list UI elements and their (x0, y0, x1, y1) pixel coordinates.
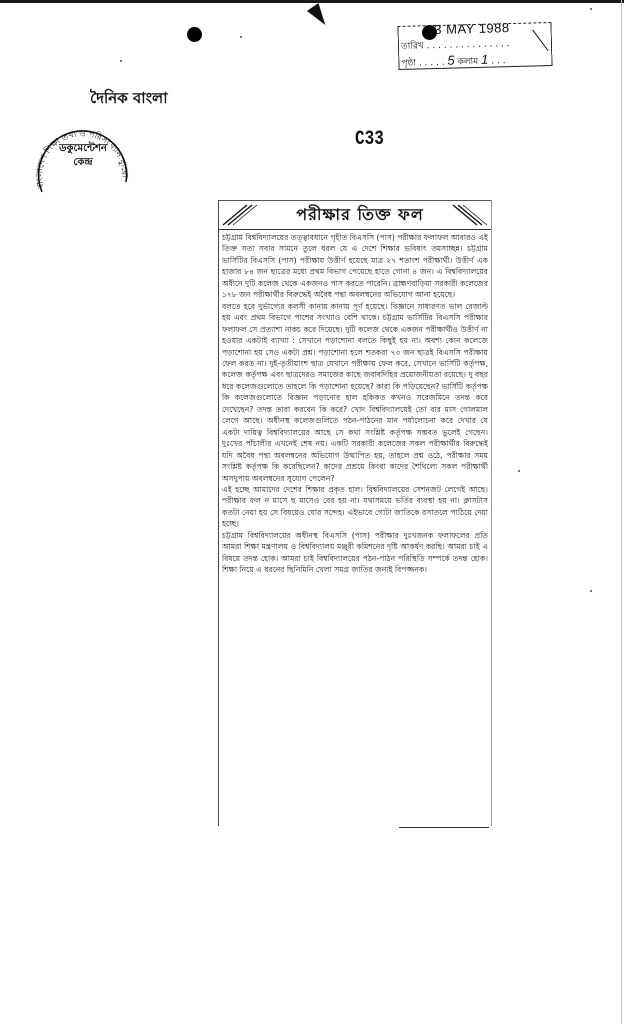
stamp-date: 13 MAY 1988 (426, 20, 510, 38)
stamp-column-label: কলাম (457, 56, 479, 68)
stamp-page-row: পৃষ্ঠা . . . . . 5 কলাম 1 . . . (401, 51, 506, 69)
stamp-date-row: তারিখ . . . . . . . . . . . . . . . (400, 39, 510, 52)
received-date-stamp (397, 22, 552, 70)
stamp-date-label: তারিখ (400, 41, 424, 52)
scan-speck (590, 590, 592, 592)
stamp-pen-stroke (532, 30, 548, 51)
scan-speck (120, 60, 122, 62)
scan-speck (518, 470, 520, 472)
article-paragraph: বলতে হবে দুর্ভাগ্যের কলসী কানায় কানায় পূর্ণ হয়েছে। বিজ্ঞানে সাধারণত ভাল রেজাল্ট হয় এবং প্রথম বিভাগে পাশের সংখ্যাও বেশি থাকে। চট্টগ্রাম ভার্সিটির বিএসসি পরীক্ষার ফলাফল সে প্রত্যাশা নাকচ করে দিয়েছে। দুটি কলেজ থেকে একজন পরীক্ষার্থীও উত্তীর্ণ না হওয়ার একটাই ব্যাখ্যা : সেখানে পড়াশোনা বলতে কিছুই হয় না। অবশ্য কোন কলেজে পড়াশোনা হয় সেও একটা প্রশ্ন। পড়াশোনা হলে শতকরা ৭৩ জন ছাত্রই বিএসসি পরীক্ষায় ফেল করত না। দুই-তৃতীয়াংশ ছাত্র যেখানে পরীক্ষায় ফেল করে, সেখানে ভার্সিটি কর্তৃপক্ষ, কলেজ কর্তৃপক্ষ এবং ছাত্রদেরও সমাজের কাছে জবাবদিহির প্রয়োজনীয়তা রয়েছে। দু বছর ধরে কলেজগুলোতে তাহলে কি পড়াশোনা হয়েছে? কারা কি পড়িয়েছেন? ভার্সিটি কর্তৃপক্ষ কি কলেজগুলোতে বিজ্ঞান পড়ানোর হাল হকিকত কখনও সরেজমিনে তদন্ত করে দেখেছেন? তদন্ত তারা করবেন কি করে? খোদ বিশ্ববিদ্যালয়েই তো বার মাস গোলমাল লেগে আছে। অধীনস্থ কলেজগুলিতে পঠন-পাঠনের মান পর্যালোচনা করে দেখার যে একটা দায়িত্ব বিশ্ববিদ্যালয়ের আছে সে কথা সংশ্লিষ্ট কর্তৃপক্ষ সম্ভবত ভুলেই গেছেন। দুঃখের পাঁচালীর এখনেই শেষ নয়। একটি সরকারী কলেজের সকল পরীক্ষার্থীর বিরুদ্ধেই যদি অবৈধ পন্থা অবলম্বনের অভিযোগ উত্থাপিত হয়, তাহলে প্রশ্ন ওঠে, পরীক্ষার সময় সংশ্লিষ্ট কর্তৃপক্ষ কি করেছিলেন? কাদের প্রশ্রয়ে কিংবা কাদের শৈথিল্যে সকল পরীক্ষার্থী অসদুপায় অবলম্বনের সুযোগ পেলেন? (222, 301, 488, 483)
left-ornament-icon (221, 203, 269, 227)
documentation-seal (30, 110, 132, 210)
punch-hole (187, 27, 202, 42)
stamp-page-label: পৃষ্ঠা (401, 58, 417, 69)
torn-corner-mark (307, 3, 331, 29)
article-body (219, 230, 491, 576)
stamp-page-value: 5 (447, 52, 455, 68)
article-paragraph: এই হচ্ছে আমাদের দেশের শিক্ষার প্রকৃত হাল। বিশ্ববিদ্যালয়ের সেশনজট লেগেই আছে। পরীক্ষার ফল ন মাসে ছ মাসেও বের হয় না। যথাসময়ে ভর্তির ব্যবস্থা হয় না। ক্লাসটাস কতটা নেয়া হয় সে বিষয়েও ঘোর সন্দেহ। এইভাবে গোটা জাতিকে রসাতলে পাঠিয়ে দেয়া হচ্ছে। (222, 484, 488, 529)
scan-top-edge (0, 0, 624, 3)
seal-center-line2: কেন্দ্র (73, 157, 93, 168)
scan-right-edge (621, 0, 622, 1024)
right-ornament-icon (441, 203, 489, 227)
article-paragraph: চট্টগ্রাম বিশ্ববিদ্যালয়ের তত্ত্বাবধানে গৃহীত বিএসসি (পাস) পরীক্ষার ফলাফল আবারও এই তিক্ত সত্য সবার সামনে তুলে ধরল যে এ দেশে শিক্ষার ভবিষ্যৎ তমসাচ্ছন্ন। চট্টগ্রাম ভার্সিটির বিএসসি (পাস) পরীক্ষায় উত্তীর্ণ হয়েছে মাত্র ২৭ শতাংশ পরীক্ষার্থী। উত্তীর্ণ এক হাজার ৮৪ জন ছাত্রের মধ্যে প্রথম বিভাগ পেয়েছে হাতে গোনা ৪ জন। এ বিশ্ববিদ্যালয়ের অধীনে দুটি কলেজ থেকে একজনও পাস করতে পারেনি। ব্রাহ্মণবাড়িয়া সরকারী কলেজের ১৭৮ জন পরীক্ষার্থীর বিরুদ্ধেই অবৈধ পন্থা অবলম্বনের অভিযোগ আনা হয়েছে। (222, 233, 488, 300)
article-title: পরীক্ষার তিক্ত ফল (296, 205, 424, 224)
seal-center-line1: ডকুমেন্টেশন (59, 143, 107, 154)
page-code: C33 (355, 127, 384, 151)
scan-speck (240, 36, 242, 38)
seal-ring-text: বাংলাদেশ শিক্ষা তথ্য ও পরিসংখ্যান ব্যুরো (34, 129, 130, 190)
article-header (219, 200, 491, 230)
stamp-column-value: 1 (480, 51, 489, 67)
scan-speck (590, 8, 592, 10)
article-end-rule (399, 827, 489, 828)
article-paragraph: চট্টগ্রাম বিশ্ববিদ্যালয়ের অধীনস্থ বিএসসি (পাস) পরীক্ষার দুঃখজনক ফলাফলের প্রতি আমরা শিক্ষা মন্ত্রণালয় ও বিশ্ববিদ্যালয় মঞ্জুরী কমিশনের দৃষ্টি আকর্ষণ করছি। আমরা চাই এ বিষয়ে তদন্ত হোক। আমরা চাই বিশ্ববিদ্যালয়ের পঠন-পাঠন পরিস্থিতি সম্পর্কে তদন্ত হোক। শিক্ষা নিয়ে এ ধরনের ছিনিমিনি খেলা সমগ্র জাতির জন্যই বিপজ্জনক। (222, 530, 488, 575)
article-clipping (218, 200, 492, 826)
seal-center-text (48, 142, 118, 170)
newspaper-name: দৈনিক বাংলা (90, 89, 168, 107)
